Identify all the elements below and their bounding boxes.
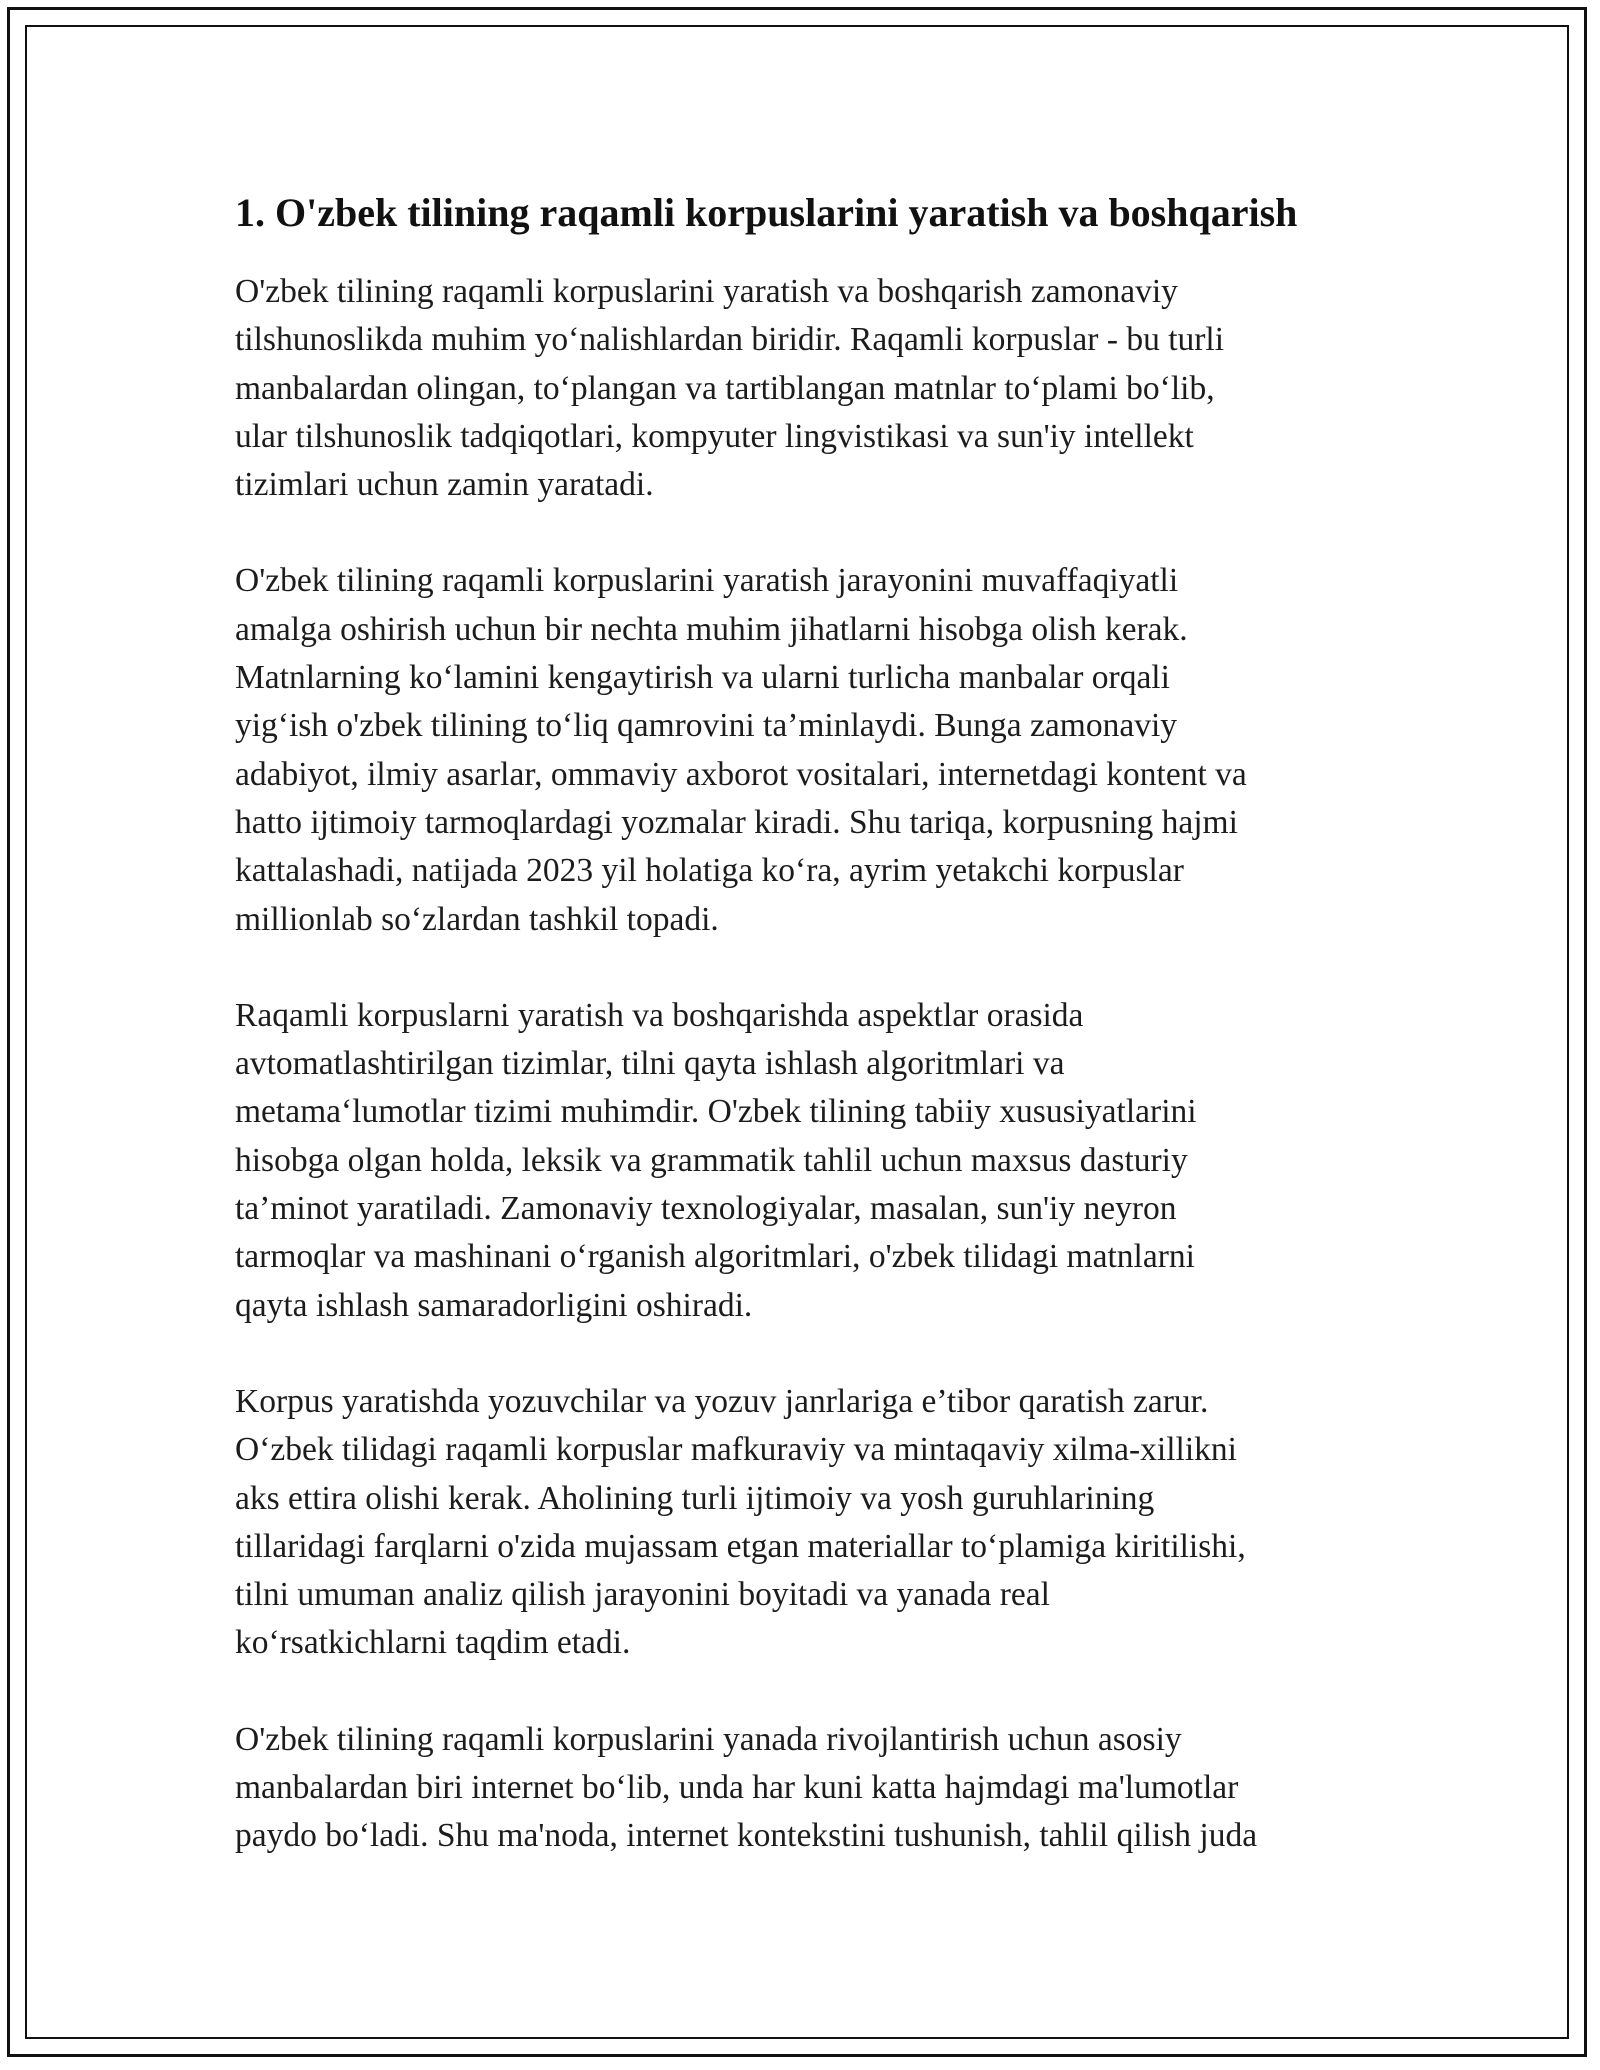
paragraph-line: aks ettira olishi kerak. Aholining turli ijtimoiy va yosh guruhlarining xyxy=(235,1479,1155,1517)
paragraph-line: manbalardan olingan, to‘plangan va tartiblangan matnlar to‘plami bo‘lib, xyxy=(235,369,1215,407)
paragraph-line: metama‘lumotlar tizimi muhimdir. O'zbek tilining tabiiy xususiyatlarini xyxy=(235,1093,1197,1131)
paragraph-line: kattalashadi, natijada 2023 yil holatiga ko‘ra, ayrim yetakchi korpuslar xyxy=(235,852,1184,890)
paragraph-line: millionlab so‘zlardan tashkil topadi. xyxy=(235,900,719,938)
paragraph-line: O'zbek tilining raqamli korpuslarini yaratish va boshqarish zamonaviy xyxy=(235,273,1178,310)
paragraph-line: tizimlari uchun zamin yaratadi. xyxy=(235,466,654,504)
paragraph-line: qayta ishlash samaradorligini oshiradi. xyxy=(235,1286,753,1324)
paragraph-line: manbalardan biri internet bo‘lib, unda har kuni katta hajmdagi ma'lumotlar xyxy=(235,1769,1239,1807)
paragraph-line: hisobga olgan holda, leksik va grammatik tahlil uchun maxsus dasturiy xyxy=(235,1141,1188,1179)
paragraph xyxy=(235,557,1365,943)
paragraph-line: ko‘rsatkichlarni taqdim etadi. xyxy=(235,1624,631,1662)
paragraph-line: O‘zbek tilidagi raqamli korpuslar mafkuraviy va mintaqaviy xilma-xillikni xyxy=(235,1431,1237,1469)
section-heading: 1. O'zbek tilining raqamli korpuslarini yaratish va boshqarish xyxy=(235,190,1298,235)
paragraph-line: Korpus yaratishda yozuvchilar va yozuv janrlariga e’tibor qaratish zarur. xyxy=(235,1382,1209,1420)
paragraph xyxy=(235,992,1365,1330)
paragraph-line: ta’minot yaratiladi. Zamonaviy texnologiyalar, masalan, sun'iy neyron xyxy=(235,1190,1177,1228)
paragraph-line: O'zbek tilining raqamli korpuslarini yanada rivojlantirish uchun asosiy xyxy=(235,1720,1182,1758)
paragraph-line: tilni umuman analiz qilish jarayonini boyitadi va yanada real xyxy=(235,1576,1050,1614)
paragraph-line: avtomatlashtirilgan tizimlar, tilni qayta ishlash algoritmlari va xyxy=(235,1045,1065,1083)
paragraph-line: paydo bo‘ladi. Shu ma'noda, internet kontekstini tushunish, tahlil qilish juda xyxy=(235,1817,1258,1855)
paragraph xyxy=(235,1378,1365,1668)
paragraph-line: hatto ijtimoiy tarmoqlardagi yozmalar kiradi. Shu tariqa, korpusning hajmi xyxy=(235,803,1238,841)
paragraph xyxy=(235,268,1365,509)
paragraph-line: adabiyot, ilmiy asarlar, ommaviy axborot vositalari, internetdagi kontent va xyxy=(235,755,1247,793)
paragraph-line: ular tilshunoslik tadqiqotlari, kompyuter lingvistikasi va sun'iy intellekt xyxy=(235,417,1194,455)
paragraph-list xyxy=(235,268,1365,1861)
document-body xyxy=(235,184,1365,1909)
paragraph-line: yig‘ish o'zbek tilining to‘liq qamrovini ta’minlaydi. Bunga zamonaviy xyxy=(235,707,1178,745)
paragraph-line: Raqamli korpuslarni yaratish va boshqarishda aspektlar orasida xyxy=(235,996,1084,1034)
paragraph-line: O'zbek tilining raqamli korpuslarini yaratish jarayonini muvaffaqiyatli xyxy=(235,562,1179,600)
paragraph-line: Matnlarning ko‘lamini kengaytirish va ularni turlicha manbalar orqali xyxy=(235,659,1170,697)
paragraph-line: amalga oshirish uchun bir nechta muhim jihatlarni hisobga olish kerak. xyxy=(235,610,1188,648)
paragraph-line: tilshunoslikda muhim yo‘nalishlardan biridir. Raqamli korpuslar - bu turli xyxy=(235,321,1225,359)
paragraph xyxy=(235,1716,1365,1861)
paragraph-line: tarmoqlar va mashinani o‘rganish algoritmlari, o'zbek tilidagi matnlarni xyxy=(235,1238,1195,1276)
paragraph-line: tillaridagi farqlarni o'zida mujassam etgan materiallar to‘plamiga kiritilishi, xyxy=(235,1527,1246,1565)
